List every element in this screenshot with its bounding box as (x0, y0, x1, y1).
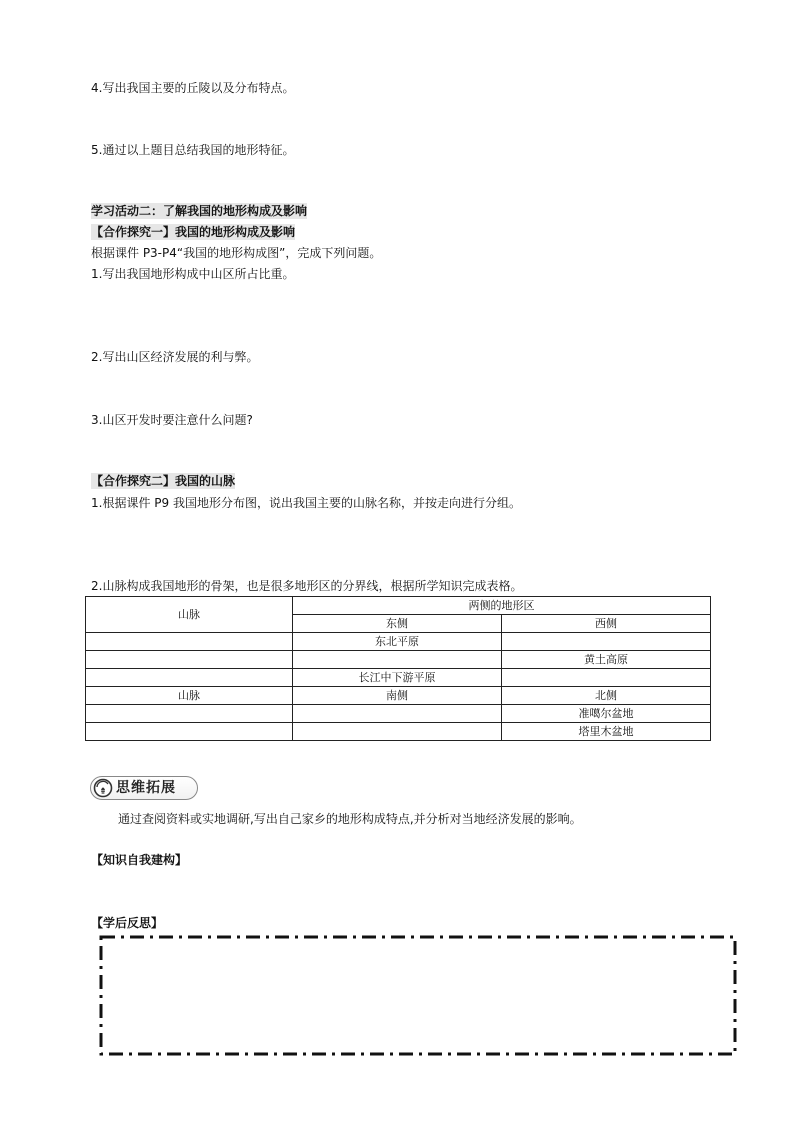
inquiry-2-question-1: 1.根据课件 P9 我国地形分布图，说出我国主要的山脉名称，并按走向进行分组。 (91, 496, 521, 510)
header-regions: 两侧的地形区 (293, 597, 711, 615)
table-cell: 东北平原 (293, 633, 502, 651)
header-south: 南侧 (293, 687, 502, 705)
table-row (86, 705, 711, 723)
table-cell: 黄土高原 (502, 651, 711, 669)
table-cell (293, 705, 502, 723)
table-cell (502, 633, 711, 651)
table-cell (86, 705, 293, 723)
activity-2-question-2: 2.写出山区经济发展的利与弊。 (91, 350, 259, 364)
reflection-box[interactable] (99, 935, 737, 1056)
question-4: 4.写出我国主要的丘陵以及分布特点。 (91, 81, 295, 95)
activity-2-question-1: 1.写出我国地形构成中山区所占比重。 (91, 267, 295, 281)
table-row (86, 633, 711, 651)
question-5: 5.通过以上题目总结我国的地形特征。 (91, 143, 295, 157)
extension-text: 通过查阅资料或实地调研,写出自己家乡的地形构成特点,并分析对当地经济发展的影响。 (118, 812, 582, 826)
table-cell (293, 723, 502, 741)
table-cell (502, 669, 711, 687)
header-north: 北侧 (502, 687, 711, 705)
table-row (86, 597, 711, 615)
inquiry-2-question-2: 2.山脉构成我国地形的骨架，也是很多地形区的分界线，根据所学知识完成表格。 (91, 579, 523, 593)
instruction: 根据课件 P3-P4“我国的地形构成图”，完成下列问题。 (91, 246, 382, 260)
lightbulb-swirl-icon (93, 778, 113, 798)
table-cell: 长江中下游平原 (293, 669, 502, 687)
header-west: 西侧 (502, 615, 711, 633)
table-cell (86, 633, 293, 651)
reflection-title: 【学后反思】 (91, 916, 164, 930)
knowledge-title: 【知识自我建构】 (91, 853, 188, 867)
badge-label: 思维拓展 (116, 780, 176, 796)
activity-2-question-3: 3.山区开发时要注意什么问题? (91, 413, 253, 427)
inquiry-1-title: 【合作探究一】我国的地形构成及影响 (91, 225, 296, 239)
table-row (86, 723, 711, 741)
header-mountain-2: 山脉 (86, 687, 293, 705)
inquiry-2-title: 【合作探究二】我国的山脉 (91, 474, 236, 488)
table-row (86, 687, 711, 705)
mountain-table (85, 596, 711, 741)
table-row (86, 651, 711, 669)
header-east: 东侧 (293, 615, 502, 633)
table-cell (293, 651, 502, 669)
table-cell: 塔里木盆地 (502, 723, 711, 741)
table-cell (86, 651, 293, 669)
header-mountain: 山脉 (86, 597, 293, 633)
table-cell: 准噶尔盆地 (502, 705, 711, 723)
table-cell (86, 723, 293, 741)
activity-2-title: 学习活动二：了解我国的地形构成及影响 (91, 204, 308, 218)
table-row (86, 669, 711, 687)
table-cell (86, 669, 293, 687)
thinking-extension-badge (90, 776, 198, 800)
